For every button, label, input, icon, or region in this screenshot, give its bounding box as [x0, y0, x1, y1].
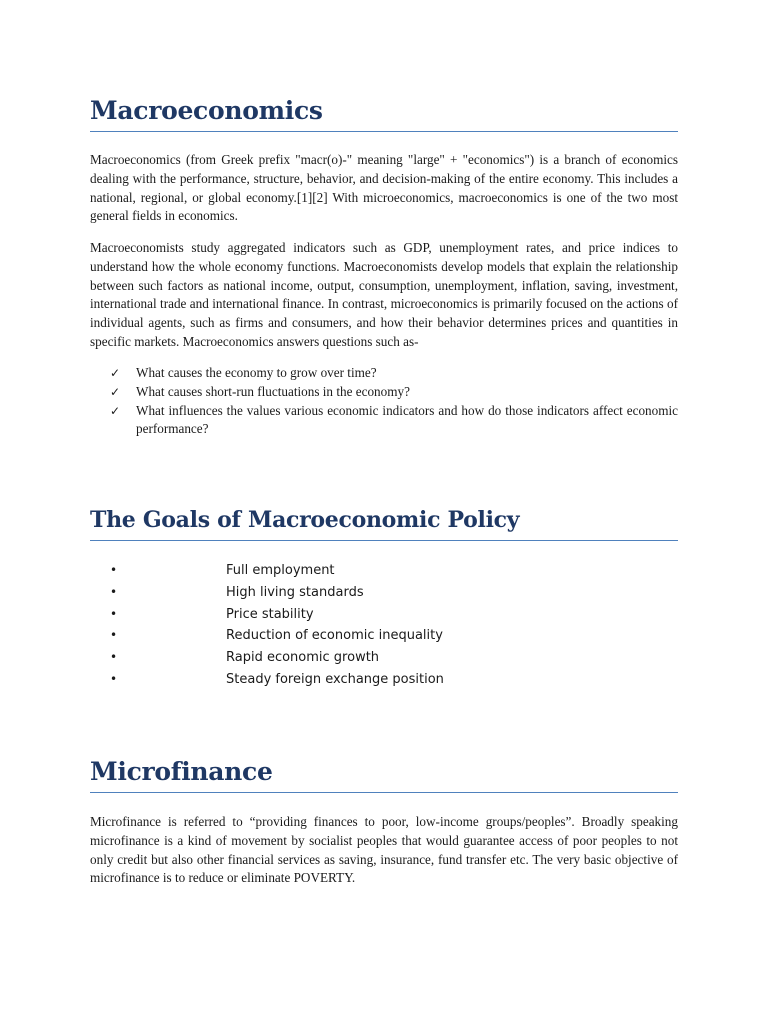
question-text: What causes the economy to grow over time? — [136, 365, 377, 380]
goal-text: Price stability — [226, 606, 314, 622]
list-item — [110, 604, 444, 626]
checkmark-icon: ✓ — [110, 403, 121, 418]
question-checklist — [110, 364, 678, 439]
bullet-icon: • — [110, 584, 118, 599]
heading-microfinance: Microfinance — [90, 756, 678, 793]
bullet-icon: • — [110, 671, 118, 686]
list-item — [110, 669, 444, 691]
list-item — [110, 647, 444, 669]
goal-text: High living standards — [226, 584, 364, 600]
goal-text: Full employment — [226, 563, 335, 578]
checkmark-icon: ✓ — [110, 366, 121, 380]
heading-goals-of-macroeconomic-policy: The Goals of Macroeconomic Policy — [90, 504, 678, 541]
goal-text: Reduction of economic inequality — [226, 628, 443, 644]
heading-macroeconomics: Macroeconomics — [90, 95, 678, 132]
goals-list — [110, 560, 444, 691]
list-item — [110, 383, 678, 402]
goal-text: Rapid economic growth — [226, 650, 380, 666]
checkmark-icon: ✓ — [110, 384, 121, 399]
list-item — [110, 625, 444, 647]
list-item — [110, 364, 678, 383]
bullet-icon: • — [110, 563, 118, 577]
paragraph-definition: Macroeconomics (from Greek prefix "macr(o)-" meaning "large" + "economics") is a branch of economics dealing with the performance, structure, behavior, and decision-making of the entire economy. This includes a national, regional, or global economy.[1][2] With microeconomics, macroeconomics is one of the two most general fields in economics. — [90, 152, 678, 224]
goal-text: Steady foreign exchange position — [226, 671, 444, 687]
list-item — [110, 402, 678, 440]
bullet-icon: • — [110, 606, 118, 621]
bullet-icon: • — [110, 628, 118, 643]
bullet-icon: • — [110, 650, 118, 665]
paragraph-microfinance: Microfinance is referred to “providing finances to poor, low-income groups/peoples”. Broadly speaking microfinance is a kind of movement by socialist peoples that would guarantee access of poor peoples to not only credit but also other financial services as saving, insurance, fund transfer etc. The very basic objective of microfinance is to reduce or eliminate POVERTY. — [90, 814, 678, 886]
question-text: What causes short-run fluctuations in the economy? — [136, 383, 410, 399]
list-item — [110, 560, 444, 582]
list-item — [110, 582, 444, 604]
paragraph-macroeconomists: Macroeconomists study aggregated indicators such as GDP, unemployment rates, and price indices to understand how the whole economy functions. Macroeconomists develop models that explain the relationship between such factors as national income, output, consumption, unemployment, inflation, saving, investment, international trade and international finance. In contrast, microeconomics is primarily focused on the actions of individual agents, such as firms and consumers, and how their behavior determines prices and quantities in specific markets. Macroeconomics answers questions such as- — [90, 240, 678, 349]
question-text: What influences the values various economic indicators and how do those indicators affect economic performance? — [136, 402, 678, 437]
